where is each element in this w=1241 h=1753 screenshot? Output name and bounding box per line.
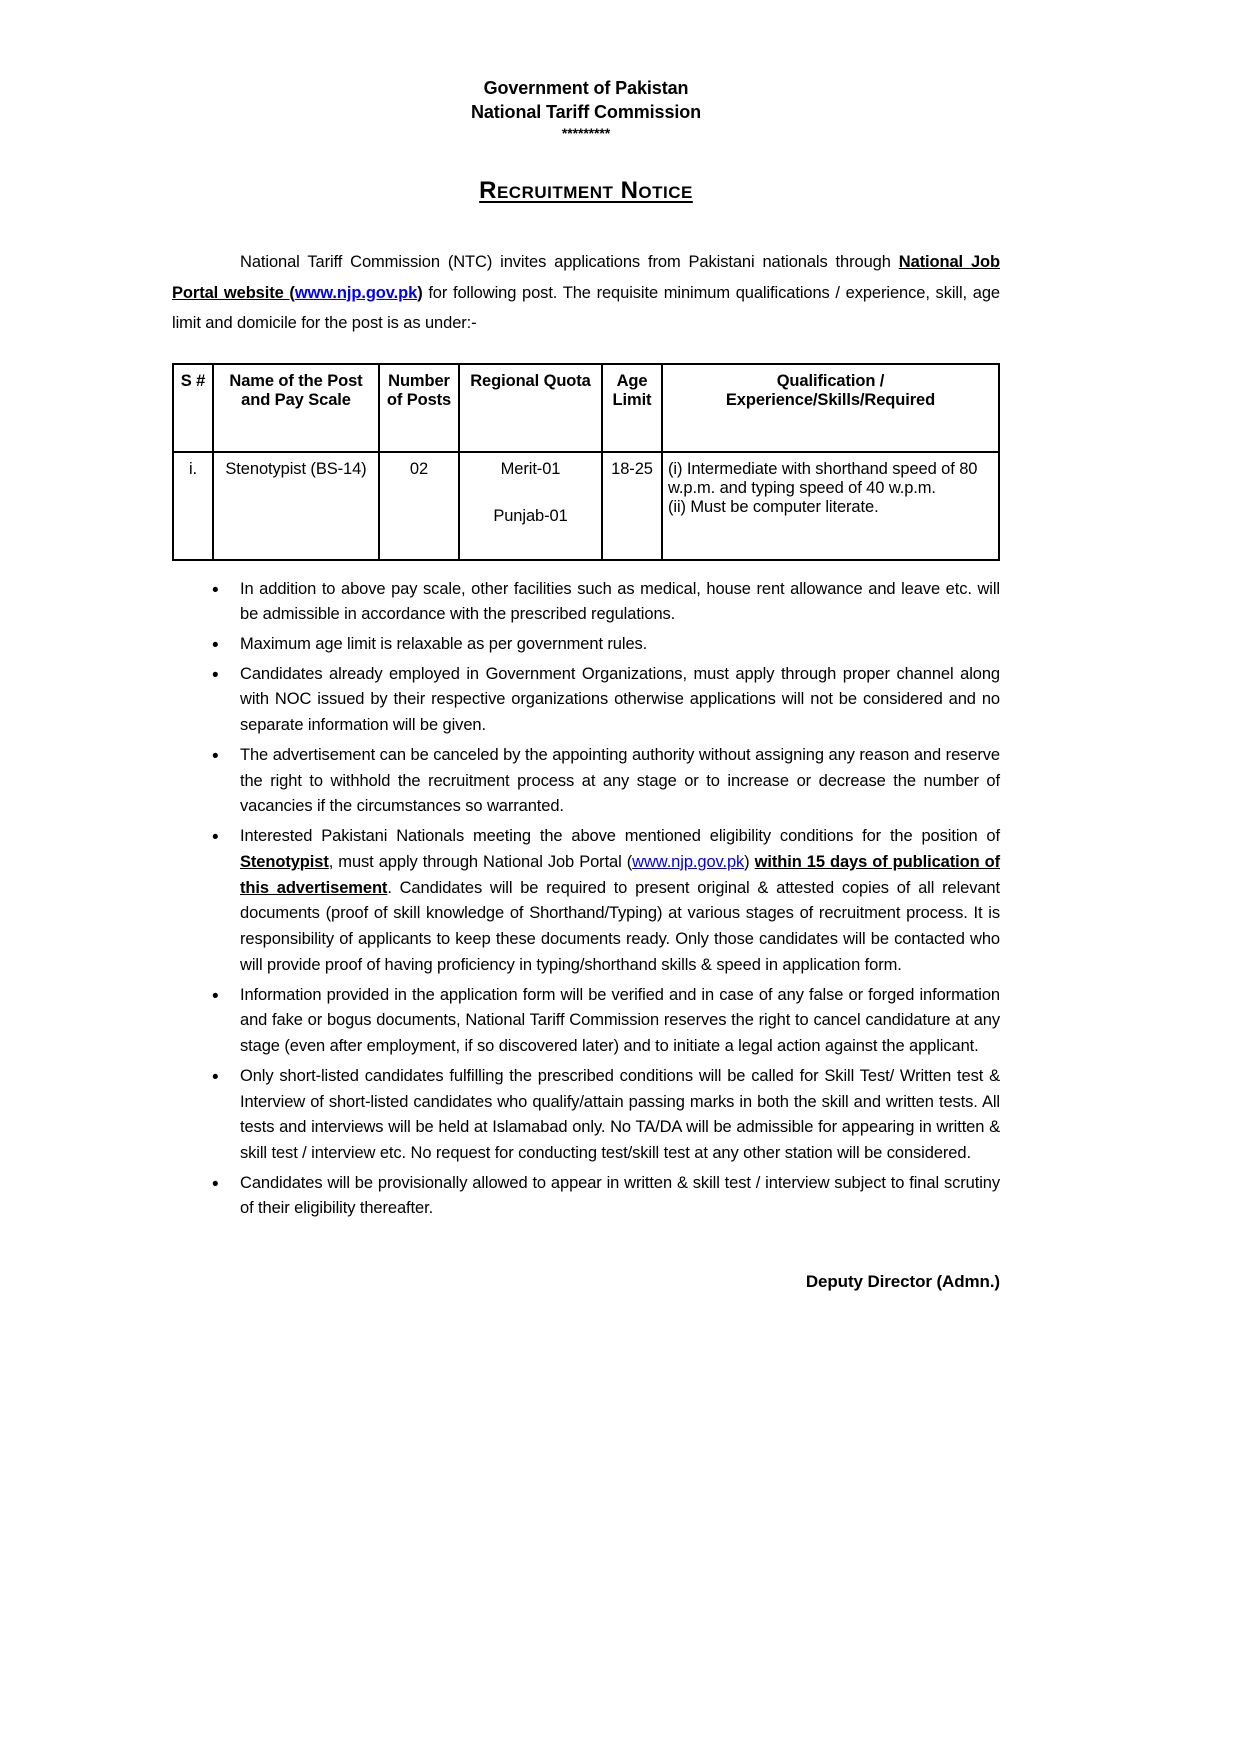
deadline-emphasis: within 15 days of publication of this advertisement <box>240 852 1000 897</box>
list-item-verification <box>172 983 1000 1060</box>
quota-gap <box>465 479 596 507</box>
header-regional-quota: Regional Quota <box>459 364 602 452</box>
qualification-item2: (ii) Must be computer literate. <box>668 497 879 516</box>
bullet-text: In addition to above pay scale, other facilities such as medical, house rent allowance and leave etc. will be admissible in accordance with the prescribed regulations. <box>240 579 1000 624</box>
njp-link[interactable]: www.njp.gov.pk <box>632 852 745 871</box>
list-item-age-relaxation <box>172 632 1000 658</box>
recruitment-table <box>172 363 1000 561</box>
list-item-pay-scale <box>172 577 1000 628</box>
table-header-row <box>173 364 999 452</box>
quota-punjab: Punjab-01 <box>493 506 568 525</box>
org-name-line1: Government of Pakistan <box>483 78 689 98</box>
table-row <box>173 452 999 560</box>
bullet-text: The advertisement can be canceled by the appointing authority without assigning any reason and reserve the right to withhold the recruitment process at any stage or to increase or decrease the number of vacancies if the circumstances so warranted. <box>240 745 1000 816</box>
portal-phrase-close: ) <box>417 283 423 302</box>
cell-age-limit: 18-25 <box>602 452 662 560</box>
bullet-text: Maximum age limit is relaxable as per government rules. <box>240 635 648 654</box>
intro-paragraph <box>172 247 1000 339</box>
stars-divider: ********* <box>561 125 611 141</box>
portal-phrase: National Job Portal website ( <box>172 253 1000 302</box>
document-header <box>172 76 1000 141</box>
list-item-how-to-apply <box>172 824 1000 978</box>
stenotypist-emphasis: Stenotypist <box>240 852 329 871</box>
bullet-text: Candidates already employed in Government Organizations, must apply through proper channel along with NOC issued by their respective organizations otherwise applications will not be considered and no separate information will be given. <box>240 664 1000 735</box>
quota-merit: Merit-01 <box>500 459 561 478</box>
qualification-item1: (i) Intermediate with shorthand speed of 80 w.p.m. and typing speed of 40 w.p.m. <box>668 459 978 497</box>
page-title-wrap <box>172 177 1000 205</box>
list-item-cancelation <box>172 743 1000 820</box>
cell-qualification <box>662 452 999 560</box>
bullet-text: Candidates will be provisionally allowed to appear in written & skill test / interview subject to final scrutiny of their eligibility thereafter. <box>240 1173 1000 1218</box>
header-age-limit: Age Limit <box>602 364 662 452</box>
cell-regional-quota <box>459 452 602 560</box>
njp-link[interactable]: www.njp.gov.pk <box>294 283 418 302</box>
page-title: Recruitment Notice <box>479 177 693 204</box>
cell-post-name: Stenotypist (BS-14) <box>213 452 379 560</box>
bullet-text: Only short-listed candidates fulfilling the prescribed conditions will be called for Skill Test/ Written test & Interview of short-listed candidates who qualify/attain passing marks in both the skill and written tests. All tests and interviews will be held at Islamabad only. No TA/DA will be admissible for appearing in written & skill test / interview etc. No request for conducting test/skill test at any other station will be considered. <box>240 1066 1000 1162</box>
header-qualification-line1: Qualification / <box>776 371 885 390</box>
bullet-text: , must apply through National Job Portal ( <box>328 852 633 871</box>
bullet-list <box>172 577 1000 1223</box>
org-name-line2: National Tariff Commission <box>470 102 702 122</box>
list-item-provisional <box>172 1171 1000 1222</box>
bullet-text: Information provided in the application form will be verified and in case of any false or forged information and fake or bogus documents, National Tariff Commission reserves the right to cancel candidature at any stage (even after employment, if so discovered later) and to initiate a legal action against the applicant. <box>240 985 1000 1056</box>
bullet-text: . Candidates will be required to present original & attested copies of all relevant documents (proof of skill knowledge of Shorthand/Typing) at various stages of recruitment process. It is responsibility of applicants to keep these documents ready. Only those candidates will be contacted who will provide proof of having proficiency in typing/shorthand skills & speed in application form. <box>240 878 1000 974</box>
header-qualification-line2: Experience/Skills/Required <box>725 390 936 409</box>
bullet-text: ) <box>744 852 755 871</box>
list-item-shortlisting <box>172 1064 1000 1167</box>
intro-text-1: National Tariff Commission (NTC) invites applications from Pakistani nationals through <box>240 253 899 271</box>
list-item-noc <box>172 662 1000 739</box>
bullet-text: Interested Pakistani Nationals meeting the above mentioned eligibility conditions for the position of <box>240 827 1000 846</box>
header-number-of-posts: Number of Posts <box>379 364 459 452</box>
header-serial-number: S # <box>173 364 213 452</box>
header-post-name: Name of the Post and Pay Scale <box>213 364 379 452</box>
header-qualification <box>662 364 999 452</box>
cell-number-of-posts: 02 <box>379 452 459 560</box>
cell-serial-number: i. <box>173 452 213 560</box>
signature-block: Deputy Director (Admn.) <box>805 1272 1000 1292</box>
intro-text-2: for following post. The requisite minimum qualifications / experience, skill, age limit and domicile for the post is as under:- <box>172 283 1000 333</box>
